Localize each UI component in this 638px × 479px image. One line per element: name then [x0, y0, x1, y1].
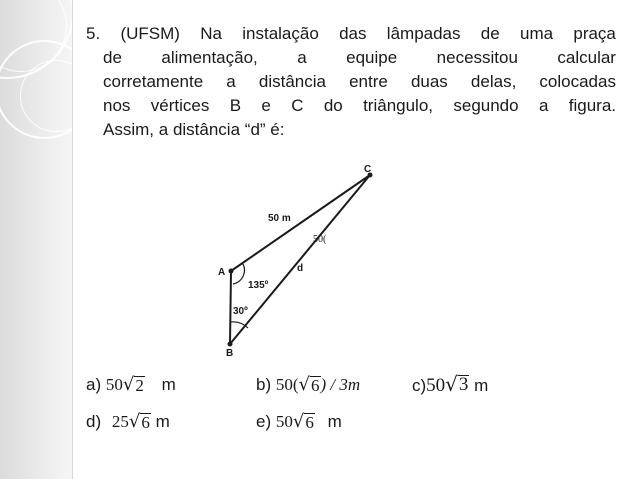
answer-unit: m	[161, 375, 176, 394]
radicand: 6	[141, 413, 150, 432]
label-a: A	[218, 267, 226, 278]
word: instalação	[242, 24, 319, 43]
word: alimentação,	[161, 48, 258, 67]
answer-letter: a)	[86, 375, 102, 394]
word: é:	[270, 120, 285, 139]
answer-coefficient: 50	[275, 412, 293, 431]
sqrt-symbol: √ 6	[128, 411, 150, 432]
radicand: 6	[311, 376, 320, 395]
question-line	[86, 70, 616, 94]
word: figura.	[568, 96, 616, 115]
word: distância	[172, 120, 241, 139]
word: segundo	[453, 96, 519, 115]
question-line	[86, 118, 616, 142]
answer-b	[256, 375, 360, 395]
vertex-a	[229, 269, 234, 274]
radicand: 6	[305, 413, 314, 432]
word: distância	[258, 72, 326, 91]
sidebar-divider	[72, 0, 73, 479]
word: de	[480, 24, 500, 43]
question-line	[86, 22, 616, 46]
label-side-ac: 50 m	[268, 213, 291, 224]
answer-suffix: ) / 3m	[320, 375, 361, 394]
question-text	[86, 22, 616, 142]
word: 5.	[86, 24, 101, 43]
radicand: 3	[458, 374, 469, 395]
label-side-d: d	[297, 263, 304, 274]
answer-unit: m	[327, 412, 342, 431]
answer-letter: e)	[256, 412, 272, 431]
answer-unit: m	[155, 412, 170, 431]
word: a	[297, 48, 307, 67]
word: a	[226, 72, 236, 91]
answer-coefficient: 50	[105, 375, 123, 394]
answer-coefficient: 50	[426, 375, 446, 396]
answer-letter: b)	[256, 375, 272, 394]
word: do	[323, 96, 343, 115]
word: Assim,	[103, 120, 154, 139]
decorative-sidebar	[0, 0, 73, 479]
sqrt-symbol: √ 6	[298, 374, 320, 395]
answer-e	[256, 412, 342, 432]
word: equipe	[346, 48, 398, 67]
answer-coefficient: 25	[111, 412, 129, 431]
word: “d”	[244, 120, 266, 139]
vertex-b	[228, 342, 233, 347]
word: calcular	[557, 48, 616, 67]
stray-label: 50(	[313, 234, 327, 245]
word: de	[103, 48, 122, 67]
question-line	[86, 46, 616, 70]
word: uma	[520, 24, 554, 43]
word: corretamente	[103, 72, 204, 91]
answer-prefix: 50(	[275, 375, 299, 394]
word: C	[291, 96, 304, 115]
word: duas	[410, 72, 448, 91]
angle-arc-a	[233, 264, 244, 284]
word: vértices	[150, 96, 210, 115]
decorative-ring	[20, 60, 92, 132]
sqrt-symbol: √ 3	[445, 372, 469, 396]
word: praça	[573, 24, 616, 43]
word: entre	[349, 72, 388, 91]
label-angle-b: 30º	[233, 306, 248, 317]
answer-unit: m	[474, 376, 489, 395]
answer-letter: c)	[412, 376, 427, 395]
word: e	[261, 96, 271, 115]
label-angle-a: 135º	[248, 280, 269, 291]
word: triângulo,	[363, 96, 434, 115]
triangle	[230, 175, 370, 344]
answer-a	[86, 375, 176, 395]
word: Na	[200, 24, 222, 43]
sqrt-symbol: √ 2	[122, 374, 144, 395]
word: colocadas	[539, 72, 616, 91]
question-line	[86, 94, 616, 118]
word: (UFSM)	[120, 24, 180, 43]
triangle-figure	[200, 158, 390, 358]
word: nos	[103, 96, 131, 115]
answer-d	[86, 412, 170, 432]
answer-c	[412, 372, 489, 396]
word: lâmpadas	[386, 24, 461, 43]
radicand: 2	[135, 376, 144, 395]
word: B	[229, 96, 242, 115]
answer-letter: d)	[86, 412, 102, 431]
word: a	[158, 120, 169, 139]
word: das	[339, 24, 367, 43]
word: necessitou	[436, 48, 518, 67]
word: delas,	[470, 72, 517, 91]
label-c: C	[364, 164, 372, 175]
sqrt-symbol: √ 6	[292, 411, 314, 432]
label-b: B	[226, 348, 234, 358]
word: a	[538, 96, 549, 115]
